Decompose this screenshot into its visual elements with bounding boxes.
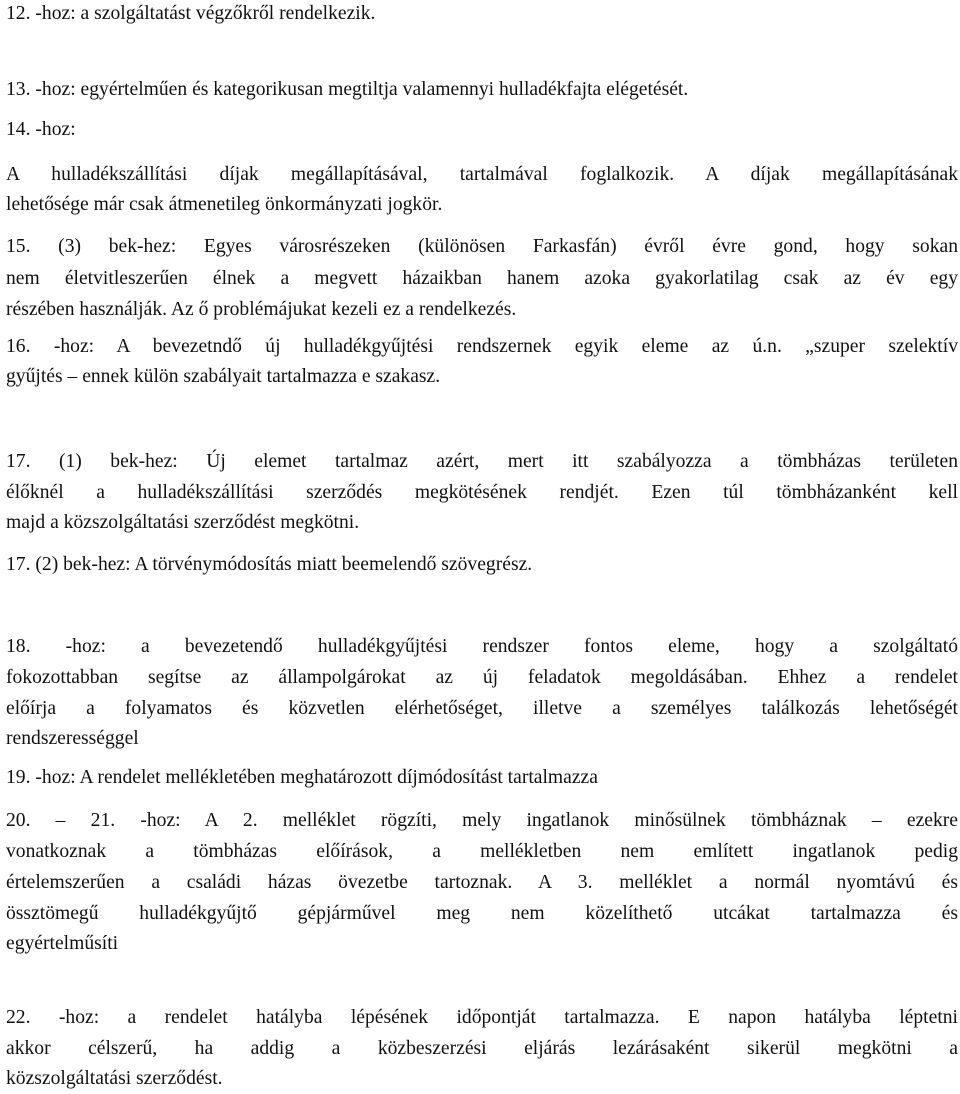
- paragraph-17-1-line-1: 17. (1) bek-hez: Új elemet tartalmaz azért, mert itt szabályozza a tömbházas területen: [6, 451, 958, 472]
- paragraph-14-line-1: A hulladékszállítási díjak megállapításával, tartalmával foglalkozik. A díjak megállapításának: [6, 164, 958, 185]
- paragraph-20-21-line-4: össztömegű hulladékgyűjtő gépjárművel meg nem közelíthető utcákat tartalmazza és: [6, 903, 958, 924]
- paragraph-15-line-2: nem életvitleszerűen élnek a megvett házaikban hanem azoka gyakorlatilag csak az év egy: [6, 268, 958, 289]
- paragraph-18-line-1: 18. -hoz: a bevezetendő hulladékgyűjtési rendszer fontos eleme, hogy a szolgáltató: [6, 636, 958, 657]
- paragraph-18-line-3: előírja a folyamatos és közvetlen elérhetőséget, illetve a személyes találkozás lehetőségét: [6, 698, 958, 719]
- paragraph-13-line-1: 13. -hoz: egyértelműen és kategorikusan megtiltja valamennyi hulladékfajta elégetését.: [6, 79, 689, 100]
- paragraph-18-line-4: rendszerességgel: [6, 728, 139, 749]
- paragraph-18-line-2: fokozottabban segítse az állampolgárokat az új feladatok megoldásában. Ehhez a rendelet: [6, 667, 958, 688]
- paragraph-20-21-line-2: vonatkoznak a tömbházas előírások, a mellékletben nem említett ingatlanok pedig: [6, 841, 958, 862]
- paragraph-14-line-2: lehetősége már csak átmenetileg önkormányzati jogkör.: [6, 194, 443, 215]
- paragraph-14-heading: 14. -hoz:: [6, 119, 76, 140]
- paragraph-16-line-2: gyűjtés – ennek külön szabályait tartalmazza e szakasz.: [6, 366, 441, 387]
- paragraph-20-21-line-5: egyértelműsíti: [6, 933, 119, 954]
- paragraph-15-line-3: részében használják. Az ő problémájukat kezeli ez a rendelkezés.: [6, 299, 517, 320]
- paragraph-16-line-1: 16. -hoz: A bevezetndő új hulladékgyűjtési rendszernek egyik eleme az ú.n. „szuper szelektív: [6, 336, 958, 357]
- paragraph-20-21-line-3: értelemszerűen a családi házas övezetbe tartoznak. A 3. melléklet a normál nyomtávú és: [6, 872, 958, 893]
- paragraph-17-1-line-3: majd a közszolgáltatási szerződést megkötni.: [6, 512, 360, 533]
- paragraph-22-line-1: 22. -hoz: a rendelet hatályba lépésének időpontját tartalmazza. E napon hatályba léptetni: [6, 1007, 958, 1028]
- paragraph-22-line-3: közszolgáltatási szerződést.: [6, 1068, 223, 1089]
- paragraph-12-line-1: 12. -hoz: a szolgáltatást végzőkről rendelkezik.: [6, 3, 376, 24]
- paragraph-19-line-1: 19. -hoz: A rendelet mellékletében meghatározott díjmódosítást tartalmazza: [6, 767, 598, 788]
- paragraph-17-1-line-2: élőknél a hulladékszállítási szerződés megkötésének rendjét. Ezen túl tömbházanként kell: [6, 482, 958, 503]
- paragraph-15-line-1: 15. (3) bek-hez: Egyes városrészeken (különösen Farkasfán) évről évre gond, hogy sokan: [6, 236, 958, 257]
- paragraph-20-21-line-1: 20. – 21. -hoz: A 2. melléklet rögzíti, mely ingatlanok minősülnek tömbháznak – ezekre: [6, 810, 958, 831]
- paragraph-22-line-2: akkor célszerű, ha addig a közbeszerzési eljárás lezárásaként sikerül megkötni a: [6, 1038, 958, 1059]
- paragraph-17-2-line-1: 17. (2) bek-hez: A törvénymódosítás miatt beemelendő szövegrész.: [6, 554, 533, 575]
